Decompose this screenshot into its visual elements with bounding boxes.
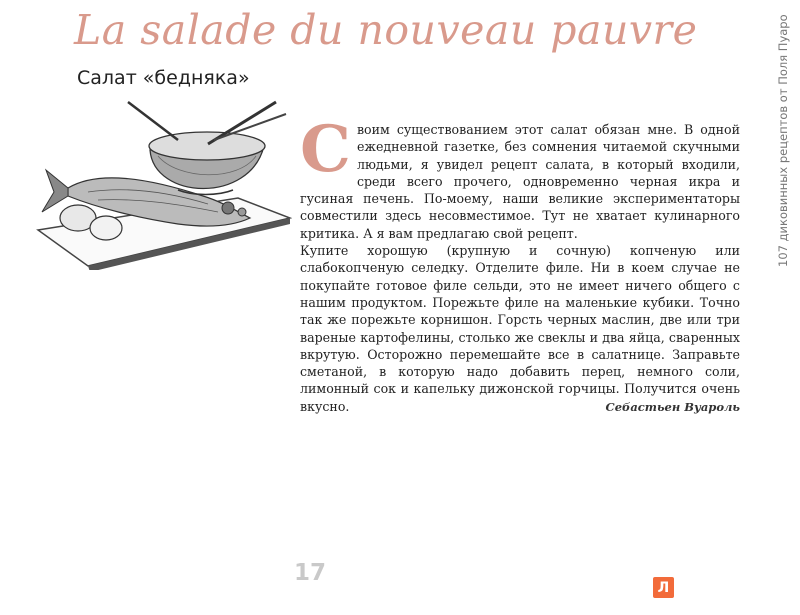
drop-cap: С xyxy=(300,112,351,187)
page-subtitle: Салат «бедняка» xyxy=(77,67,250,89)
paragraph-intro: воим существованием этот салат обязан мне. В одной ежедневной газетке, без сомнения читаемой скучными людьми, я увидел рецепт салата, в который входили, среди всего прочего, одновременно черная икра и гусиная печень. По-моему, наши великие экспериментаторы совместили здесь несовместимое. Тут не хватает кулинарного критика. А я вам предлагаю свой рецепт. xyxy=(300,122,740,241)
page-number: 17 xyxy=(293,560,326,586)
paragraph-recipe: Купите хорошую (крупную и сочную) копченую или слабокопченую селедку. Отделите филе. Ни в коем случае не покупайте готовое филе сельди, это не имеет ничего общего с нашим продуктом. Порежьте филе на маленькие кубики. Точно так же порежьте корнишон. Горсть черных маслин, две или три вареные картофелины, столько же свеклы и два яйца, сваренных вкрутую. Осторожно перемешайте все в салатнице. Заправьте сметаной, в которую надо добавить перец, немного соли, лимонный сок и капельку дижонской горчицы. Получится очень вкусно. xyxy=(300,243,740,414)
side-caption: 107 диковинных рецептов от Поля Пуаро xyxy=(776,14,790,267)
author-signature: Себастьен Вуароль xyxy=(605,400,740,414)
page-title: La salade du nouveau pauvre xyxy=(74,6,698,54)
recipe-text xyxy=(300,112,740,415)
publisher-logo: Л xyxy=(653,577,674,598)
salad-illustration xyxy=(28,100,292,270)
